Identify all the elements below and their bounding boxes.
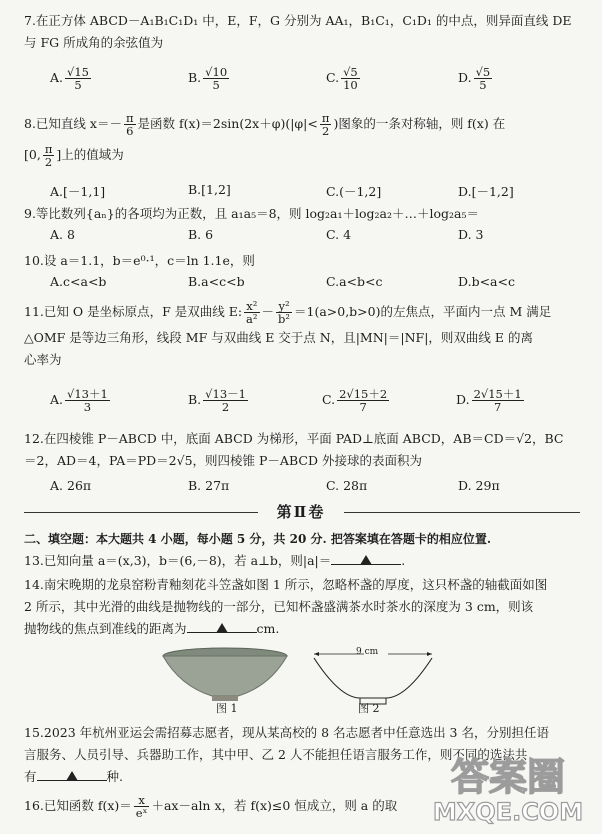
q9-option-b: B. 6 <box>188 227 214 242</box>
q14-stem-line1: 14.南宋晚期的龙泉窑粉青釉刻花斗笠盏如图 1 所示，忽略杯盏的厚度，这只杯盏的轴截面如图 <box>24 577 548 592</box>
q10-option-b: B.a<c<b <box>188 274 245 289</box>
q7-stem-line1: 7.在正方体 ABCD－A₁B₁C₁D₁ 中，E，F，G 分别为 AA₁，B₁C₁，C₁D₁ 的中点，则异面直线 DE <box>24 13 572 28</box>
question-10 <box>24 250 580 272</box>
q7-option-d: D. $\frac{√5}{5}$ <box>458 65 491 92</box>
q12-option-a: A. 26π <box>50 478 92 493</box>
q9-option-d: D. 3 <box>458 227 484 242</box>
q10-stem: 10.设 a＝1.1，b＝e⁰·¹，c＝ln 1.1e，则 <box>24 253 255 268</box>
q14-stem-line2: 2 所示，其中光滑的曲线是抛物线的一部分，已知杯盏盛满茶水时茶水的深度为 3 cm，则该 <box>24 599 534 614</box>
question-7 <box>24 10 580 54</box>
section-rule-right <box>344 512 580 513</box>
triangle-icon <box>66 771 78 781</box>
q10-option-d: D.b<a<c <box>458 274 515 289</box>
q9-stem: 9.等比数列{aₙ}的各项均为正数，且 a₁a₅＝8，则 log₂a₁＋log₂a₂＋…＋log₂a₅＝ <box>24 206 480 221</box>
q7-option-b: B. $\frac{√10}{5}$ <box>188 65 228 92</box>
watermark-text-cn: 答案圈 <box>450 755 566 799</box>
section-title: 第Ⅱ卷 <box>276 503 326 521</box>
watermark-logo <box>420 744 596 826</box>
q15-stem-line1: 15.2023 年杭州亚运会需招募志愿者，现从某高校的 8 名志愿者中任意选出 3 名，分别担任语 <box>24 725 549 740</box>
figure-2-caption: 图 2 <box>358 702 380 715</box>
q13-answer-blank <box>331 550 401 565</box>
q7-option-c: C. $\frac{√5}{10}$ <box>326 65 358 92</box>
q8-stem-line1: 8.已知直线 x＝－ $\frac{\pi}{6}$ 是函数 f(x)＝2sin(2x＋φ)(|φ|< $\frac{\pi}{2}$ )图象的一条对称轴，则 f(x) 在 <box>24 111 506 138</box>
q11-stem-line2: △OMF 是等边三角形，线段 MF 与双曲线 E 交于点 N，且|MN|＝|NF|，则双曲线 E 的离 <box>24 330 533 345</box>
question-16: 16.已知函数 f(x)＝ $\frac{x}{\text{eˣ}}$ ＋ax－aln x，若 f(x)≤0 恒成立，则 a 的取 <box>24 793 398 820</box>
q8-option-c: C.(－1,2] <box>326 184 382 199</box>
q8-option-a: A.[－1,1] <box>50 184 106 199</box>
q8-option-d: D.[－1,2] <box>458 184 514 199</box>
question-13: 13.已知向量 a＝(x,3)，b＝(6,－8)，若 a⊥b，则|a|＝ . <box>24 550 580 572</box>
q10-option-c: C.a<b<c <box>326 274 383 289</box>
q15-stem-line2: 言服务、人员引导、兵器助工作，其中甲、乙 2 人不能担任语言服务工作，则不同的选法共 <box>24 747 528 762</box>
q14-answer-blank <box>187 618 257 633</box>
q14-stem-line3: 抛物线的焦点到准线的距离为 cm. <box>24 618 580 640</box>
q12-option-b: B. 27π <box>188 478 230 493</box>
q11-stem-line3: 心率为 <box>24 352 62 367</box>
watermark-text-en: MXQE.COM <box>432 798 584 826</box>
q9-option-a: A. 8 <box>50 227 75 242</box>
q11-stem-line1: 11.已知 O 是坐标原点，F 是双曲线 E: $\frac{\text{x²}}{\text{a²}}$ － $\frac{\text{y²}}{\text{b²}}$ ＝1(a>0,b>0)的左焦点，平面内一点 M 满足 <box>24 299 552 326</box>
q12-option-c: C. 28π <box>326 478 368 493</box>
q9-option-c: C. 4 <box>326 227 352 242</box>
q7-option-a: A. $\frac{√15}{5}$ <box>50 65 89 92</box>
q8-stem-line2: [0, $\frac{\pi}{2}$ ]上的值域为 <box>24 142 124 169</box>
figure-1-bowl-photo <box>160 646 290 708</box>
q8-option-b: B.[1,2] <box>188 182 231 197</box>
q10-option-a: A.c<a<b <box>50 274 107 289</box>
q15-answer-blank <box>37 766 107 781</box>
q12-stem-line2: ＝2，AD＝4，PA＝PD＝2√5，则四棱锥 P－ABCD 外接球的表面积为 <box>24 453 422 468</box>
question-8 <box>24 112 580 168</box>
q11-option-b: B. $\frac{√13-1}{2}$ <box>188 387 246 414</box>
q15-stem-line3: 有 种. <box>24 766 580 788</box>
triangle-icon <box>216 623 228 633</box>
question-14 <box>24 574 580 640</box>
figure-1-caption: 图 1 <box>216 702 238 715</box>
question-9 <box>24 203 580 225</box>
q11-option-d: D. $\frac{2√15+1}{7}$ <box>456 387 522 414</box>
question-11 <box>24 300 580 371</box>
q7-stem-line2: 与 FG 所成角的余弦值为 <box>24 35 164 50</box>
fill-blank-heading: 二、填空题：本大题共 4 小题，每小题 5 分，共 20 分. 把答案填在答题卡的相应位置. <box>24 532 492 546</box>
q11-option-a: A. $\frac{√13+1}{3}$ <box>50 387 108 414</box>
triangle-icon <box>360 555 372 565</box>
q12-stem-line1: 12.在四棱锥 P－ABCD 中，底面 ABCD 为梯形，平面 PAD⊥底面 ABCD，AB＝CD＝√2，BC <box>24 431 564 446</box>
q12-option-d: D. 29π <box>458 478 500 493</box>
figure-2-width-label: 9 cm <box>356 647 379 657</box>
q11-option-c: C. $\frac{2√15+2}{7}$ <box>322 387 388 414</box>
question-12 <box>24 428 580 472</box>
